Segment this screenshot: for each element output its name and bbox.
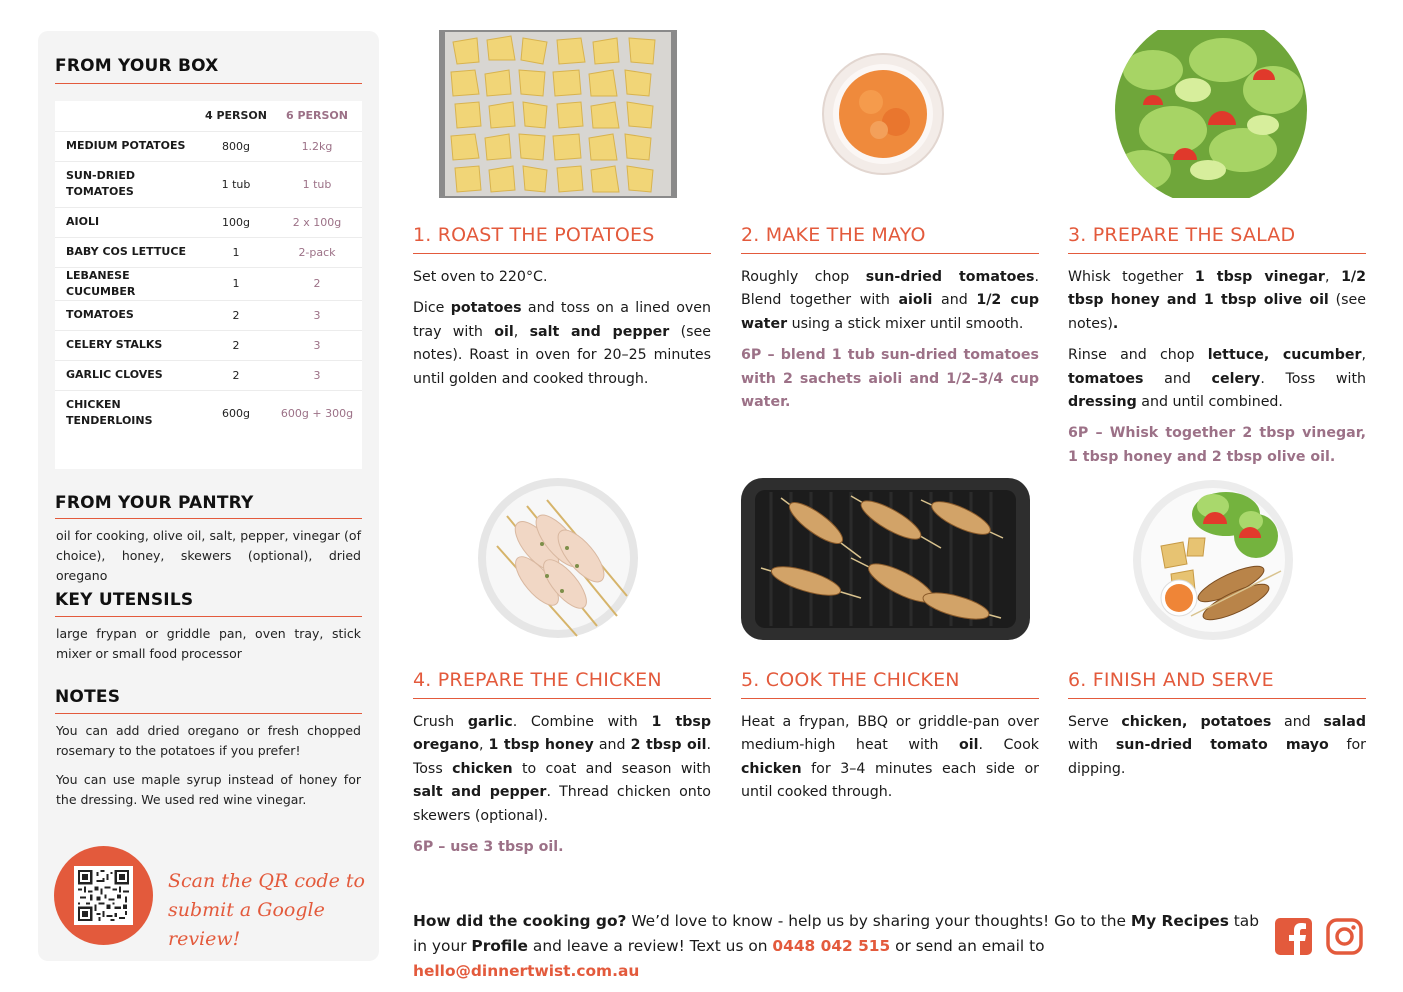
qty-6-person: 3 <box>272 300 362 330</box>
finished-plate-image <box>1131 476 1295 642</box>
step-6 <box>1068 476 1366 876</box>
ingredient-row <box>55 330 362 360</box>
notes-text-2: You can use maple syrup instead of honey for the dressing. We used red wine vinegar. <box>56 772 361 807</box>
step-4 <box>413 476 711 876</box>
step-text: (see notes). Roast in oven for 20–25 minutes until golden and cooked through. <box>413 323 711 387</box>
step-paragraph <box>1068 344 1366 414</box>
ingredient-highlight: . <box>1112 315 1119 332</box>
step-1-title: 1. ROAST THE POTATOES <box>413 224 655 246</box>
step-text: , <box>478 737 489 754</box>
qty-4-person: 600g <box>200 390 272 436</box>
profile-link[interactable]: Profile <box>471 937 528 955</box>
qty-4-person: 800g <box>200 131 272 161</box>
step-text: . Cook <box>978 737 1039 754</box>
ingredient-name: LEBANESE CUCUMBER <box>55 267 200 300</box>
step-text: and toss on a lined oven tray with <box>413 300 711 340</box>
ingredient-highlight: potatoes <box>450 300 522 317</box>
step-text: Crush <box>413 714 468 730</box>
step-text: . Combine with <box>512 714 652 730</box>
ingredient-name: CHICKEN TENDERLOINS <box>55 390 200 436</box>
ingredient-row <box>55 161 362 207</box>
step-3-title: 3. PREPARE THE SALAD <box>1068 224 1296 246</box>
qty-6-person: 2 <box>272 267 362 300</box>
ingredient-row <box>55 237 362 267</box>
ingredient-highlight: chicken, potatoes <box>1121 714 1272 730</box>
step-text: Rinse and chop <box>1068 347 1208 364</box>
ingredient-highlight: dressing <box>1068 394 1137 411</box>
ingredient-highlight: salt and pepper <box>413 784 547 801</box>
notes-heading: NOTES <box>55 687 121 707</box>
ingredient-highlight: sun-dried tomato mayo <box>1115 737 1329 754</box>
ingredient-highlight: tomatoes <box>1068 370 1144 387</box>
ingredient-highlight: garlic <box>467 714 513 730</box>
step-4-title: 4. PREPARE THE CHICKEN <box>413 669 662 691</box>
step-paragraph <box>741 344 1039 414</box>
ingredient-highlight: 1 tbsp vinegar <box>1194 269 1325 285</box>
col-6-person: 6 PERSON <box>285 109 348 123</box>
step-text: for 3–4 minutes each side or until cooked through. <box>741 760 1039 801</box>
qty-6-person: 1 tub <box>272 161 362 207</box>
step-paragraph <box>741 711 1039 805</box>
footer-text-4: or send an email to <box>890 937 1045 955</box>
step-text: , <box>1361 347 1366 364</box>
ingredient-name: BABY COS LETTUCE <box>55 237 200 267</box>
phone-link[interactable]: 0448 042 515 <box>772 937 891 955</box>
step-text: for dipping. <box>1068 737 1366 777</box>
qty-4-person: 100g <box>200 207 272 237</box>
step-1-body <box>413 266 711 399</box>
step-5-title: 5. COOK THE CHICKEN <box>741 669 960 691</box>
step-text: and <box>593 737 631 754</box>
ingredient-highlight: 2 tbsp oil <box>630 737 707 754</box>
step-text: Roughly chop <box>741 269 866 285</box>
footer-question: How did the cooking go? <box>413 912 627 930</box>
step-paragraph <box>413 711 711 828</box>
six-person-note: 6P – blend 1 tub sun-dried tomatoes with 2 sachets aioli and 1/2–3/4 cup water. <box>741 347 1039 411</box>
step-text: , <box>513 323 530 340</box>
step-6-rule <box>1068 698 1366 699</box>
sidebar <box>38 31 379 961</box>
qty-6-person: 600g + 300g <box>272 390 362 436</box>
email-link[interactable]: hello@dinnertwist.com.au <box>413 962 640 980</box>
col-4-person: 4 PERSON <box>204 109 267 123</box>
step-text: and until combined. <box>1136 394 1283 411</box>
qty-4-person: 1 <box>200 267 272 300</box>
pantry-heading: FROM YOUR PANTRY <box>55 493 254 513</box>
scan-line-2: submit a Google review! <box>168 899 325 950</box>
qr-code[interactable] <box>74 866 133 925</box>
step-text: and <box>1271 714 1324 730</box>
step-text: . Blend together with <box>741 269 1039 309</box>
ingredient-table-header <box>55 101 362 131</box>
step-5 <box>741 476 1039 876</box>
step-5-body <box>741 711 1039 813</box>
step-6-title: 6. FINISH AND SERVE <box>1068 669 1274 691</box>
qr-badge[interactable] <box>54 846 153 945</box>
step-text: and <box>932 292 977 309</box>
footer-text-1: We’d love to know - help us by sharing your thoughts! Go to the <box>626 912 1131 930</box>
ingredient-name: MEDIUM POTATOES <box>55 131 200 161</box>
utensils-heading-rule <box>55 616 362 617</box>
ingredient-name: SUN-DRIED TOMATOES <box>55 161 200 207</box>
qty-6-person: 1.2kg <box>272 131 362 161</box>
qty-4-person: 2 <box>200 360 272 390</box>
review-footer <box>413 909 1268 984</box>
ingredient-row <box>55 300 362 330</box>
raw-chicken-skewers-image <box>477 476 639 640</box>
ingredient-name: CELERY STALKS <box>55 330 200 360</box>
step-text: . Toss <box>413 737 711 777</box>
ingredient-highlight: salt and pepper <box>529 323 670 340</box>
qty-6-person: 2-pack <box>272 237 362 267</box>
qty-4-person: 2 <box>200 330 272 360</box>
ingredient-highlight: celery <box>1211 370 1261 387</box>
step-text: and <box>1143 370 1212 387</box>
ingredient-row <box>55 390 362 436</box>
step-text: to coat and season with <box>512 760 711 777</box>
qty-4-person: 2 <box>200 300 272 330</box>
box-heading-rule <box>55 83 362 84</box>
step-paragraph <box>1068 711 1366 781</box>
scan-review-text <box>168 867 379 954</box>
step-4-rule <box>413 698 711 699</box>
qty-6-person: 3 <box>272 360 362 390</box>
griddle-chicken-image <box>741 478 1030 640</box>
qty-4-person: 1 tub <box>200 161 272 207</box>
ingredient-highlight: oil <box>494 323 514 340</box>
step-text: Set oven to 220°C. <box>413 269 548 285</box>
step-3 <box>1068 30 1366 465</box>
step-paragraph <box>413 297 711 391</box>
salad-bowl-image <box>1113 30 1309 198</box>
ingredient-highlight: 1/2 cup water <box>741 292 1040 332</box>
ingredient-highlight: chicken <box>741 760 802 777</box>
my-recipes-link[interactable]: My Recipes <box>1130 912 1229 930</box>
step-text: Whisk together <box>1068 269 1195 285</box>
step-paragraph <box>1068 422 1366 469</box>
qty-6-person: 2 x 100g <box>272 207 362 237</box>
step-5-rule <box>741 698 1039 699</box>
roast-potatoes-image <box>439 30 677 198</box>
ingredient-row <box>55 267 362 300</box>
ingredient-name: TOMATOES <box>55 300 200 330</box>
step-text: (see notes) <box>1068 292 1366 332</box>
ingredient-name: GARLIC CLOVES <box>55 360 200 390</box>
step-text: Heat a frypan, BBQ or griddle-pan over medium-high heat with <box>741 714 1039 754</box>
ingredient-highlight: 1 tbsp oregano <box>413 714 712 754</box>
step-2-body <box>741 266 1039 422</box>
pantry-heading-rule <box>55 518 362 519</box>
step-text: . Toss with <box>1260 370 1366 387</box>
step-paragraph <box>413 836 711 859</box>
step-3-body <box>1068 266 1366 477</box>
ingredient-row <box>55 131 362 161</box>
ingredient-highlight: aioli <box>898 292 933 309</box>
step-text: , <box>1324 269 1342 285</box>
footer-text-2: tab in your <box>413 912 1259 955</box>
step-2-rule <box>741 253 1039 254</box>
pantry-text: oil for cooking, olive oil, salt, pepper, vinegar (of choice), honey, skewers (optional), dried oregano <box>56 528 361 583</box>
step-paragraph <box>741 266 1039 336</box>
qty-6-person: 3 <box>272 330 362 360</box>
mayo-bowl-image <box>821 52 945 176</box>
ingredient-highlight: salad <box>1323 714 1367 730</box>
step-2-title: 2. MAKE THE MAYO <box>741 224 926 246</box>
instagram-icon[interactable] <box>1326 918 1363 955</box>
ingredient-highlight: chicken <box>452 760 513 777</box>
notes-heading-rule <box>55 713 362 714</box>
utensils-heading: KEY UTENSILS <box>55 590 194 610</box>
ingredient-row <box>55 360 362 390</box>
box-heading: FROM YOUR BOX <box>55 56 219 76</box>
step-1-rule <box>413 253 711 254</box>
facebook-icon[interactable] <box>1275 918 1312 955</box>
step-3-rule <box>1068 253 1366 254</box>
ingredient-highlight: 1/2 tbsp honey and 1 tbsp olive oil <box>1068 269 1366 309</box>
qty-4-person: 1 <box>200 237 272 267</box>
footer-text-3: and leave a review! Text us on <box>528 937 773 955</box>
ingredient-table <box>55 101 362 469</box>
six-person-note: 6P – use 3 tbsp oil. <box>413 839 564 856</box>
ingredient-name: AIOLI <box>55 207 200 237</box>
ingredient-highlight: oil <box>959 737 979 754</box>
step-text: Dice <box>413 300 451 317</box>
step-text: with <box>1068 737 1116 754</box>
step-paragraph <box>1068 266 1366 336</box>
ingredient-highlight: sun-dried tomatoes <box>865 269 1035 285</box>
step-text: . Thread chicken onto skewers (optional). <box>413 784 711 824</box>
ingredient-highlight: 1 tbsp honey <box>488 737 594 754</box>
ingredient-highlight: lettuce, cucumber <box>1207 347 1362 364</box>
notes-text-1: You can add dried oregano or fresh chopped rosemary to the potatoes if you prefer! <box>56 723 361 758</box>
step-6-body <box>1068 711 1366 789</box>
step-text: using a stick mixer until smooth. <box>787 315 1024 332</box>
step-2 <box>741 30 1039 460</box>
utensils-text: large frypan or griddle pan, oven tray, stick mixer or small food processor <box>56 626 361 661</box>
step-4-body <box>413 711 711 867</box>
scan-line-1: Scan the QR code to <box>168 870 365 892</box>
step-1 <box>413 30 711 460</box>
ingredient-row <box>55 207 362 237</box>
six-person-note: 6P – Whisk together 2 tbsp vinegar, 1 tbsp honey and 2 tbsp olive oil. <box>1068 425 1366 465</box>
step-text: Serve <box>1068 714 1122 730</box>
step-paragraph <box>413 266 711 289</box>
